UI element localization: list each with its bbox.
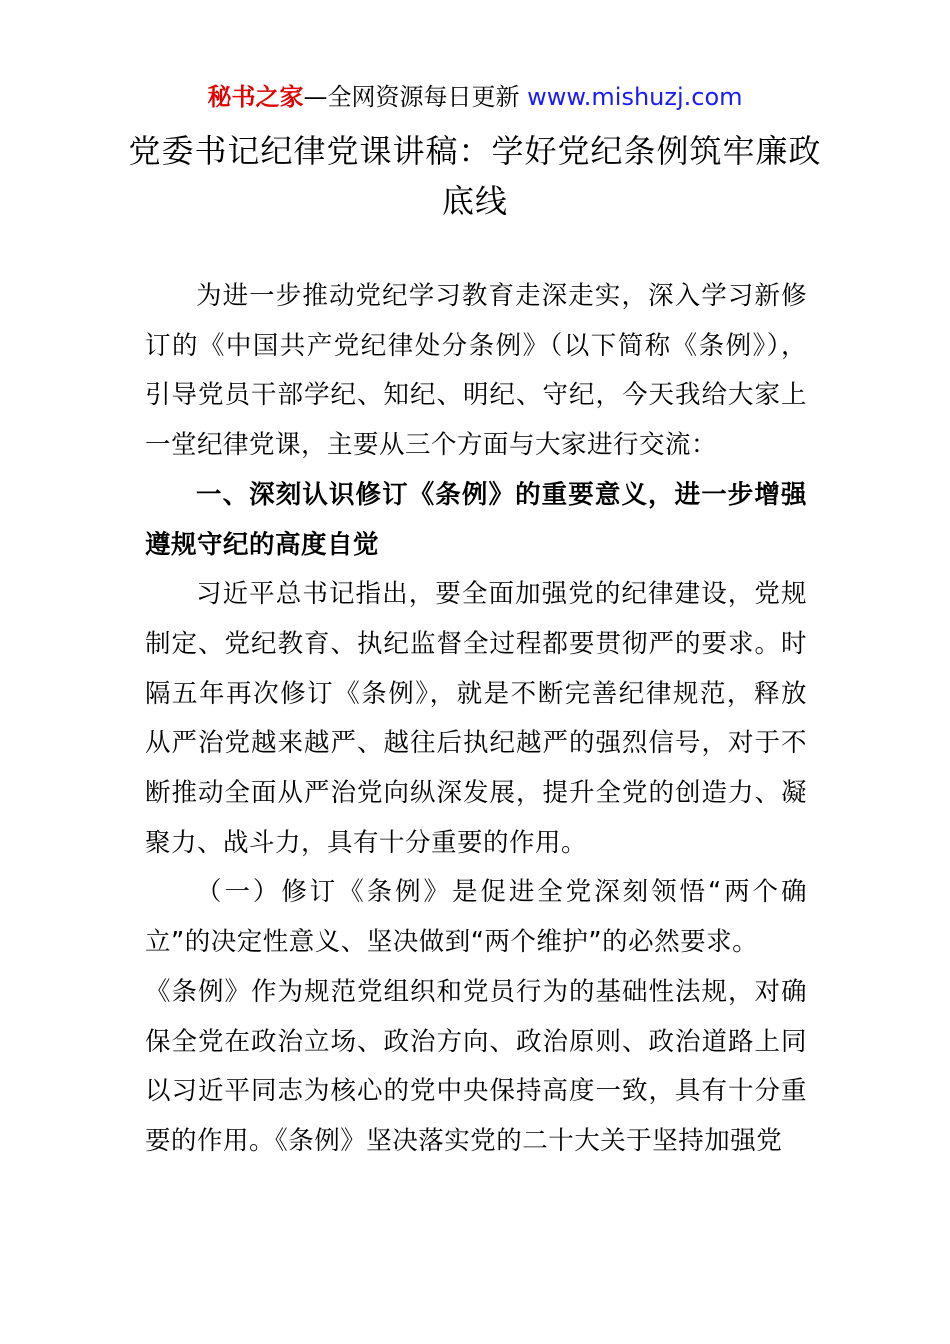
header-tagline: —全网资源每日更新 [303,83,520,111]
section-heading-1: 一、深刻认识修订《条例》的重要意义，进一步增强遵规守纪的高度自觉 [145,479,807,560]
document-body [145,272,807,1167]
body-paragraph: 习近平总书记指出，要全面加强党的纪律建设，党规制定、党纪教育、执纪监督全过程都要贯彻严的要求。时隔五年再次修订《条例》，就是不断完善纪律规范，释放从严治党越来越严、越往后执纪越严的强烈信号，对于不断推动全面从严治党向纵深发展，提升全党的创造力、凝聚力、战斗力，具有十分重要的作用。 [145,579,807,858]
brand-name: 秘书之家 [207,83,304,111]
document-title: 党委书记纪律党课讲稿：学好党纪条例筑牢廉政底线 [128,132,822,220]
subsection-heading-1: （一）修订《条例》是促进全党深刻领悟“两个确立”的决定性意义、坚决做到“两个维护”的必然要求。 [145,877,807,958]
intro-paragraph: 为进一步推动党纪学习教育走深走实，深入学习新修订的《中国共产党纪律处分条例》（以下简称《条例》），引导党员干部学纪、知纪、明纪、守纪，今天我给大家上一堂纪律党课，主要从三个方面与大家进行交流： [145,281,807,461]
site-url-link[interactable]: www.mishuzj.com [527,83,743,111]
body-paragraph-continued: 《条例》作为规范党组织和党员行为的基础性法规，对确保全党在政治立场、政治方向、政治原则、政治道路上同以习近平同志为核心的党中央保持高度一致，具有十分重要的作用。《条例》坚决落实党的二十大关于坚持加强党 [145,976,807,1156]
site-header [0,80,950,114]
